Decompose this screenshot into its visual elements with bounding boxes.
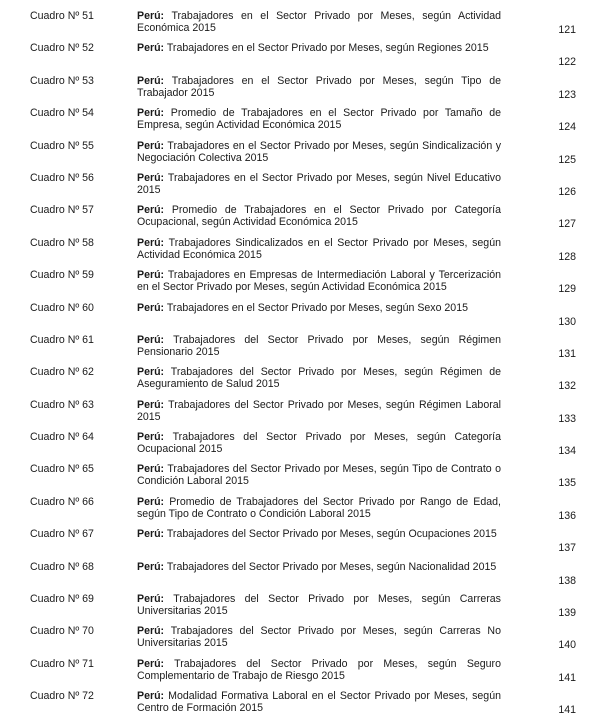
page-number: 132 (558, 380, 576, 393)
country-label: Perú: (137, 107, 165, 120)
page-number: 121 (558, 24, 576, 36)
page-number: 133 (558, 412, 576, 425)
cuadro-number: Cuadro Nº 69 (30, 593, 94, 606)
cuadro-description (137, 10, 501, 34)
cuadro-number: Cuadro Nº 53 (30, 74, 94, 87)
page-number: 123 (558, 88, 576, 101)
toc-entry[interactable] (0, 399, 600, 431)
cuadro-number: Cuadro Nº 66 (30, 495, 94, 508)
country-label: Perú: (137, 398, 165, 411)
cuadro-title: Trabajadores del Sector Privado por Meses, según Tipo de Contrato o Condición Laboral 2015 (137, 463, 501, 488)
cuadro-title: Trabajadores del Sector Privado por Meses, según Régimen Laboral 2015 (137, 398, 501, 423)
cuadro-title: Modalidad Formativa Laboral en el Sector Privado por Meses, según Centro de Formación 2015 (137, 690, 501, 715)
country-label: Perú: (137, 236, 165, 249)
toc-entry[interactable] (0, 496, 600, 528)
cuadro-number: Cuadro Nº 71 (30, 657, 94, 670)
page-number: 127 (558, 218, 576, 231)
cuadro-number: Cuadro Nº 65 (30, 463, 94, 476)
cuadro-number: Cuadro Nº 62 (30, 366, 94, 379)
cuadro-description (137, 334, 501, 358)
cuadro-title: Trabajadores del Sector Privado por Meses, según Seguro Complementario de Trabajo de Riesgo 2015 (137, 657, 501, 682)
cuadro-number: Cuadro Nº 63 (30, 398, 94, 411)
cuadro-description (137, 140, 501, 164)
page-number: 136 (558, 509, 576, 522)
page-number: 122 (558, 56, 576, 69)
cuadro-description (137, 399, 501, 423)
country-label: Perú: (137, 171, 165, 184)
country-label: Perú: (137, 366, 165, 379)
page-number: 125 (558, 153, 576, 166)
toc-entry[interactable] (0, 625, 600, 657)
cuadro-description (137, 658, 501, 682)
page-number: 124 (558, 121, 576, 134)
toc-entry[interactable] (0, 528, 600, 560)
cuadro-description (137, 237, 501, 261)
cuadro-description (137, 204, 501, 228)
toc-entry[interactable] (0, 172, 600, 204)
cuadro-number: Cuadro Nº 54 (30, 107, 94, 120)
country-label: Perú: (137, 528, 165, 541)
toc-entry[interactable] (0, 593, 600, 625)
cuadro-description (137, 269, 501, 293)
country-label: Perú: (137, 333, 165, 346)
toc-entry[interactable] (0, 204, 600, 236)
cuadro-description (137, 690, 501, 714)
cuadro-number: Cuadro Nº 68 (30, 560, 94, 573)
page-number: 137 (558, 542, 576, 555)
toc-entry[interactable] (0, 366, 600, 398)
page-number: 141 (558, 671, 576, 684)
country-label: Perú: (137, 560, 165, 573)
page-number: 141 (558, 704, 576, 717)
cuadro-description (137, 561, 501, 573)
cuadro-title: Trabajadores del Sector Privado por Meses, según Régimen Pensionario 2015 (137, 333, 501, 358)
country-label: Perú: (137, 42, 165, 55)
cuadro-title: Trabajadores en Empresas de Intermediación Laboral y Tercerización en el Sector Privado por Meses, según Actividad Económica 2015 (137, 269, 501, 294)
toc-entry[interactable] (0, 334, 600, 366)
cuadro-number: Cuadro Nº 61 (30, 333, 94, 346)
cuadro-description (137, 463, 501, 487)
cuadro-description (137, 107, 501, 131)
country-label: Perú: (137, 204, 165, 217)
cuadro-number: Cuadro Nº 52 (30, 42, 94, 55)
country-label: Perú: (137, 690, 165, 703)
cuadro-title: Trabajadores del Sector Privado por Meses, según Régimen de Aseguramiento de Salud 2015 (137, 366, 501, 391)
table-of-contents (0, 10, 600, 723)
cuadro-description (137, 172, 501, 196)
toc-entry[interactable] (0, 658, 600, 690)
cuadro-number: Cuadro Nº 56 (30, 171, 94, 184)
cuadro-title: Trabajadores del Sector Privado por Meses, según Ocupaciones 2015 (166, 528, 497, 541)
toc-entry[interactable] (0, 237, 600, 269)
cuadro-description (137, 302, 501, 314)
cuadro-title: Trabajadores en el Sector Privado por Meses, según Nivel Educativo 2015 (137, 171, 501, 196)
cuadro-title: Trabajadores en el Sector Privado por Meses, según Sexo 2015 (166, 301, 468, 314)
cuadro-number: Cuadro Nº 60 (30, 301, 94, 314)
cuadro-description (137, 593, 501, 617)
toc-entry[interactable] (0, 561, 600, 593)
country-label: Perú: (137, 431, 165, 444)
country-label: Perú: (137, 657, 165, 670)
page-number: 129 (558, 283, 576, 296)
cuadro-number: Cuadro Nº 51 (30, 10, 94, 22)
country-label: Perú: (137, 495, 165, 508)
cuadro-description (137, 75, 501, 99)
toc-entry[interactable] (0, 431, 600, 463)
cuadro-description (137, 496, 501, 520)
cuadro-title: Trabajadores en el Sector Privado por Meses, según Actividad Económica 2015 (137, 10, 501, 34)
cuadro-title: Trabajadores en el Sector Privado por Meses, según Tipo de Trabajador 2015 (137, 74, 501, 99)
page-number: 128 (558, 250, 576, 263)
cuadro-title: Trabajadores del Sector Privado por Meses, según Carreras Universitarias 2015 (137, 593, 501, 618)
page-number: 126 (558, 185, 576, 198)
cuadro-description (137, 528, 501, 540)
toc-entry[interactable] (0, 75, 600, 107)
page-number: 139 (558, 607, 576, 620)
cuadro-description (137, 431, 501, 455)
page-number: 138 (558, 574, 576, 587)
country-label: Perú: (137, 301, 165, 314)
country-label: Perú: (137, 625, 165, 638)
cuadro-number: Cuadro Nº 59 (30, 269, 94, 282)
page-number: 140 (558, 639, 576, 652)
toc-entry[interactable] (0, 302, 600, 334)
country-label: Perú: (137, 593, 165, 606)
cuadro-title: Trabajadores en el Sector Privado por Meses, según Sindicalización y Negociación Colectiva 2015 (137, 139, 501, 164)
cuadro-number: Cuadro Nº 64 (30, 431, 94, 444)
cuadro-description (137, 366, 501, 390)
page-number: 134 (558, 445, 576, 458)
country-label: Perú: (137, 74, 165, 87)
page-number: 135 (558, 477, 576, 490)
cuadro-title: Trabajadores en el Sector Privado por Meses, según Regiones 2015 (166, 42, 489, 55)
page-number: 131 (558, 347, 576, 360)
cuadro-title: Promedio de Trabajadores en el Sector Privado por Categoría Ocupacional, según Actividad Económica 2015 (137, 204, 501, 229)
toc-entry[interactable] (0, 269, 600, 301)
toc-entry[interactable] (0, 10, 600, 42)
page-number: 130 (558, 315, 576, 328)
country-label: Perú: (137, 269, 165, 282)
country-label: Perú: (137, 139, 165, 152)
toc-entry[interactable] (0, 42, 600, 74)
cuadro-title: Trabajadores Sindicalizados en el Sector Privado por Meses, según Actividad Económica 2015 (137, 236, 501, 261)
cuadro-number: Cuadro Nº 57 (30, 204, 94, 217)
cuadro-number: Cuadro Nº 58 (30, 236, 94, 249)
cuadro-title: Trabajadores del Sector Privado por Meses, según Nacionalidad 2015 (166, 560, 497, 573)
toc-entry[interactable] (0, 140, 600, 172)
cuadro-number: Cuadro Nº 55 (30, 139, 94, 152)
toc-entry[interactable] (0, 690, 600, 722)
cuadro-description (137, 625, 501, 649)
toc-entry[interactable] (0, 463, 600, 495)
toc-entry[interactable] (0, 107, 600, 139)
country-label: Perú: (137, 463, 165, 476)
cuadro-title: Trabajadores del Sector Privado por Meses, según Categoría Ocupacional 2015 (137, 431, 501, 456)
country-label: Perú: (137, 10, 165, 22)
cuadro-number: Cuadro Nº 70 (30, 625, 94, 638)
cuadro-number: Cuadro Nº 67 (30, 528, 94, 541)
cuadro-number: Cuadro Nº 72 (30, 690, 94, 703)
cuadro-title: Promedio de Trabajadores del Sector Privado por Rango de Edad, según Tipo de Contrato o Condición Laboral 2015 (137, 495, 501, 520)
cuadro-description (137, 42, 501, 54)
cuadro-title: Trabajadores del Sector Privado por Meses, según Carreras No Universitarias 2015 (137, 625, 501, 650)
cuadro-title: Promedio de Trabajadores en el Sector Privado por Tamaño de Empresa, según Actividad Económica 2015 (137, 107, 501, 132)
